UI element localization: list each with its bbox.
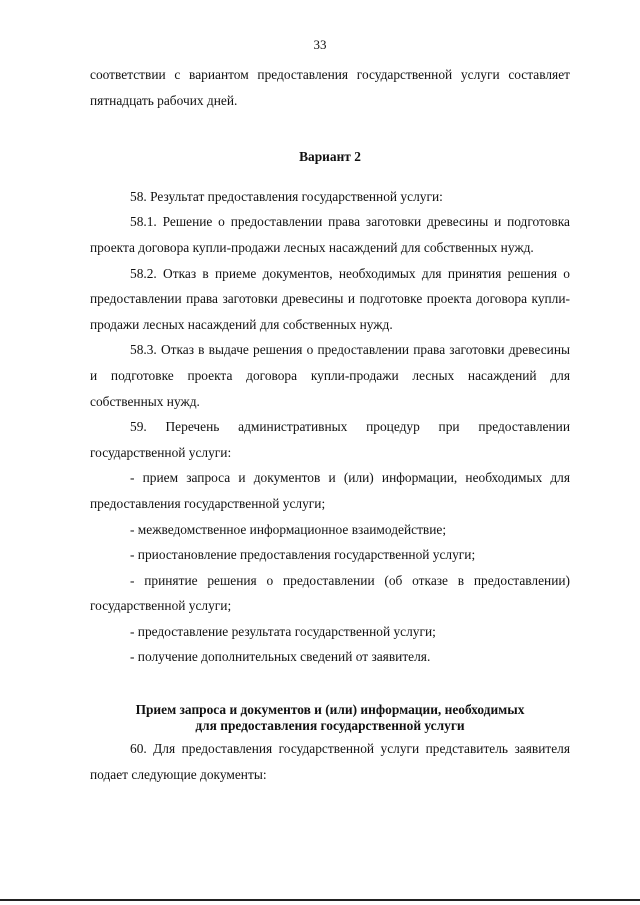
bottom-border-line <box>0 899 640 901</box>
procedure-item: - предоставление результата государственной услуги; <box>130 623 436 639</box>
section-heading-line-2: для предоставления государственной услуги <box>195 718 465 734</box>
procedure-item: - прием запроса и документов и (или) информации, необходимых для предоставления государственной услуги; <box>90 470 570 511</box>
continuation-paragraph: соответствии с вариантом предоставления государственной услуги составляет пятнадцать рабочих дней. <box>90 67 570 108</box>
paragraph-58-3: 58.3. Отказ в выдаче решения о предоставлении права заготовки древесины и подготовке проекта договора купли-продажи лесных насаждений для собственных нужд. <box>90 342 570 409</box>
document-body <box>90 62 570 787</box>
section-heading-line-1: Прием запроса и документов и (или) информации, необходимых <box>135 702 525 718</box>
page-number: 33 <box>313 37 327 52</box>
paragraph-58-2: 58.2. Отказ в приеме документов, необходимых для принятия решения о предоставлении права заготовки древесины и подготовке проекта договора купли-продажи лесных насаждений для собственных нужд. <box>90 265 570 332</box>
procedure-item: - получение дополнительных сведений от заявителя. <box>130 649 431 665</box>
procedure-item: - принятие решения о предоставлении (об отказе в предоставлении) государственной услуги; <box>90 572 570 614</box>
procedure-item: - межведомственное информационное взаимодействие; <box>130 521 447 537</box>
paragraph-58: 58. Результат предоставления государственной услуги: <box>130 188 443 204</box>
procedure-item: - приостановление предоставления государственной услуги; <box>130 547 476 563</box>
paragraph-59: 59. Перечень административных процедур при предоставлении государственной услуги: <box>90 419 570 460</box>
variant-heading: Вариант 2 <box>299 149 361 165</box>
paragraph-60: 60. Для предоставления государственной услуги представитель заявителя подает следующие документы: <box>90 741 570 782</box>
paragraph-58-1: 58.1. Решение о предоставлении права заготовки древесины и подготовка проекта договора купли-продажи лесных насаждений для собственных нужд. <box>90 214 570 255</box>
